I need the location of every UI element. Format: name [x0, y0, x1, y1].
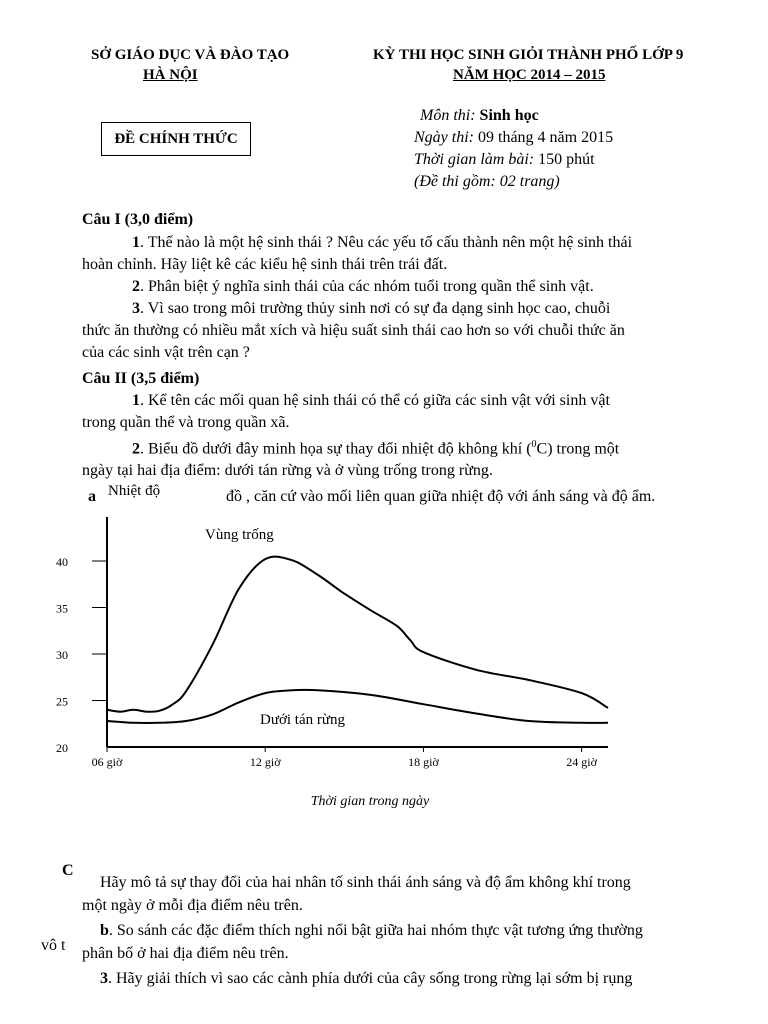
q1-item3-number: 3 [132, 300, 140, 317]
exam-year: NĂM HỌC 2014 – 2015 [453, 67, 606, 83]
official-exam-box [101, 122, 251, 156]
q2-item2-text-b: C) trong một [536, 440, 620, 458]
x-tick-label: 12 giờ [249, 755, 281, 769]
department-city: HÀ NỘI [143, 67, 198, 83]
chart-ticks [56, 555, 598, 769]
date-label: Ngày thi: [414, 129, 474, 146]
y-axis-label: Nhiệt độ [108, 483, 161, 499]
degree-superscript: 0 [531, 439, 537, 450]
chart-series [107, 557, 608, 723]
y-tick-label: 40 [56, 555, 68, 569]
legend-label-vung-trong: Vùng trống [205, 527, 274, 543]
subject-value: Sinh học [479, 107, 539, 124]
partial-c-label: C [62, 862, 74, 879]
subject-line [420, 107, 539, 125]
x-tick-label: 24 giờ [566, 755, 597, 769]
x-tick-label: 06 giờ [91, 755, 123, 769]
q2-item1-text-cont: trong quần thể và trong quần xã. [82, 414, 290, 431]
date-line [414, 129, 613, 147]
exam-title: KỲ THI HỌC SINH GIỎI THÀNH PHỐ LỚP 9 [373, 47, 684, 63]
chart-axes [107, 517, 608, 747]
y-tick-label: 20 [56, 741, 68, 755]
q1-item3-text-cont: thức ăn thường có nhiều mắt xích và hiệu suất sinh thái cao hơn so với chuỗi thức ăn [82, 322, 625, 339]
tail-q3-text: . Hãy giải thích vì sao các cành phía dưới của cây sống trong rừng lại sớm bị rụng [108, 970, 633, 987]
x-axis-label: Thời gian trong ngày [310, 794, 430, 809]
tail-q3-line1 [100, 970, 632, 988]
q1-item3-text: . Vì sao trong môi trường thủy sinh nơi có sự đa dạng sinh học cao, chuỗi [140, 300, 611, 317]
y-tick-label: 25 [56, 694, 68, 709]
question-2-title: Câu II (3,5 điểm) [82, 370, 200, 387]
date-value: 09 tháng 4 năm 2015 [478, 129, 614, 146]
q1-item1-text: . Thế nào là một hệ sinh thái ? Nêu các yếu tố cấu thành nên một hệ sinh thái [140, 234, 633, 251]
tail-b-line2: phân bố ở hai địa điểm nêu trên. [82, 945, 289, 962]
x-tick-label: 18 giờ [408, 755, 439, 769]
tail-b-line1 [100, 922, 643, 940]
tail-b-text: . So sánh các đặc điểm thích nghi nổi bật giữa hai nhóm thực vật tương ứng thường [108, 922, 643, 939]
department-name: SỞ GIÁO DỤC VÀ ĐÀO TẠO [91, 47, 290, 63]
tail-b-label: b [100, 922, 109, 939]
q1-item1-text-cont: hoàn chỉnh. Hãy liệt kê các kiểu hệ sinh thái trên trái đất. [82, 256, 448, 273]
y-tick-label: 30 [56, 648, 68, 662]
duration-line [414, 151, 595, 169]
q1-item2-number: 2 [132, 278, 140, 295]
q1-item3-text-cont2: của các sinh vật trên cạn ? [82, 344, 250, 361]
subject-label: Môn thi: [420, 107, 476, 124]
q2-item2-number: 2 [132, 440, 140, 458]
legend-label-duoi-tan-rung: Dưới tán rừng [260, 712, 346, 728]
question-2-body [82, 390, 692, 482]
partial-a-text: đồ , căn cứ vào mối liên quan giữa nhiệt độ với ánh sáng và độ ẩm. [226, 488, 656, 505]
series-line-duoi-tan-rung [107, 690, 608, 723]
official-exam-label: ĐỀ CHÍNH THỨC [114, 130, 238, 147]
q2-item2-text-a: . Biểu đồ dưới đây minh họa sự thay đổi nhiệt độ không khí ( [140, 440, 532, 458]
tail-q3-number: 3 [100, 970, 108, 987]
tail-line2: một ngày ở mỗi địa điểm nêu trên. [82, 897, 303, 914]
pages-note: (Đề thi gồm: 02 trang) [414, 173, 560, 190]
question-1-body [82, 232, 692, 364]
partial-a-label: a [88, 488, 96, 505]
q2-item1-text: . Kể tên các mối quan hệ sinh thái có thể có giữa các sinh vật với sinh vật [140, 392, 610, 409]
q1-item1-number: 1 [132, 234, 140, 251]
y-tick-label: 35 [56, 601, 68, 616]
q2-item1-number: 1 [132, 392, 140, 409]
duration-value: 150 phút [538, 151, 595, 168]
question-1-title: Câu I (3,0 điểm) [82, 211, 194, 228]
series-line-vung-trong [107, 557, 608, 712]
q1-item2-text: . Phân biệt ý nghĩa sinh thái của các nhóm tuổi trong quần thể sinh vật. [140, 278, 594, 295]
partial-vo-text: vô t [41, 937, 66, 954]
duration-label: Thời gian làm bài: [414, 151, 535, 168]
tail-line1: Hãy mô tả sự thay đổi của hai nhân tố sinh thái ánh sáng và độ ẩm không khí trong [100, 874, 631, 891]
q2-item2-text-cont: ngày tại hai địa điểm: dưới tán rừng và ở vùng trống trong rừng. [82, 462, 493, 480]
